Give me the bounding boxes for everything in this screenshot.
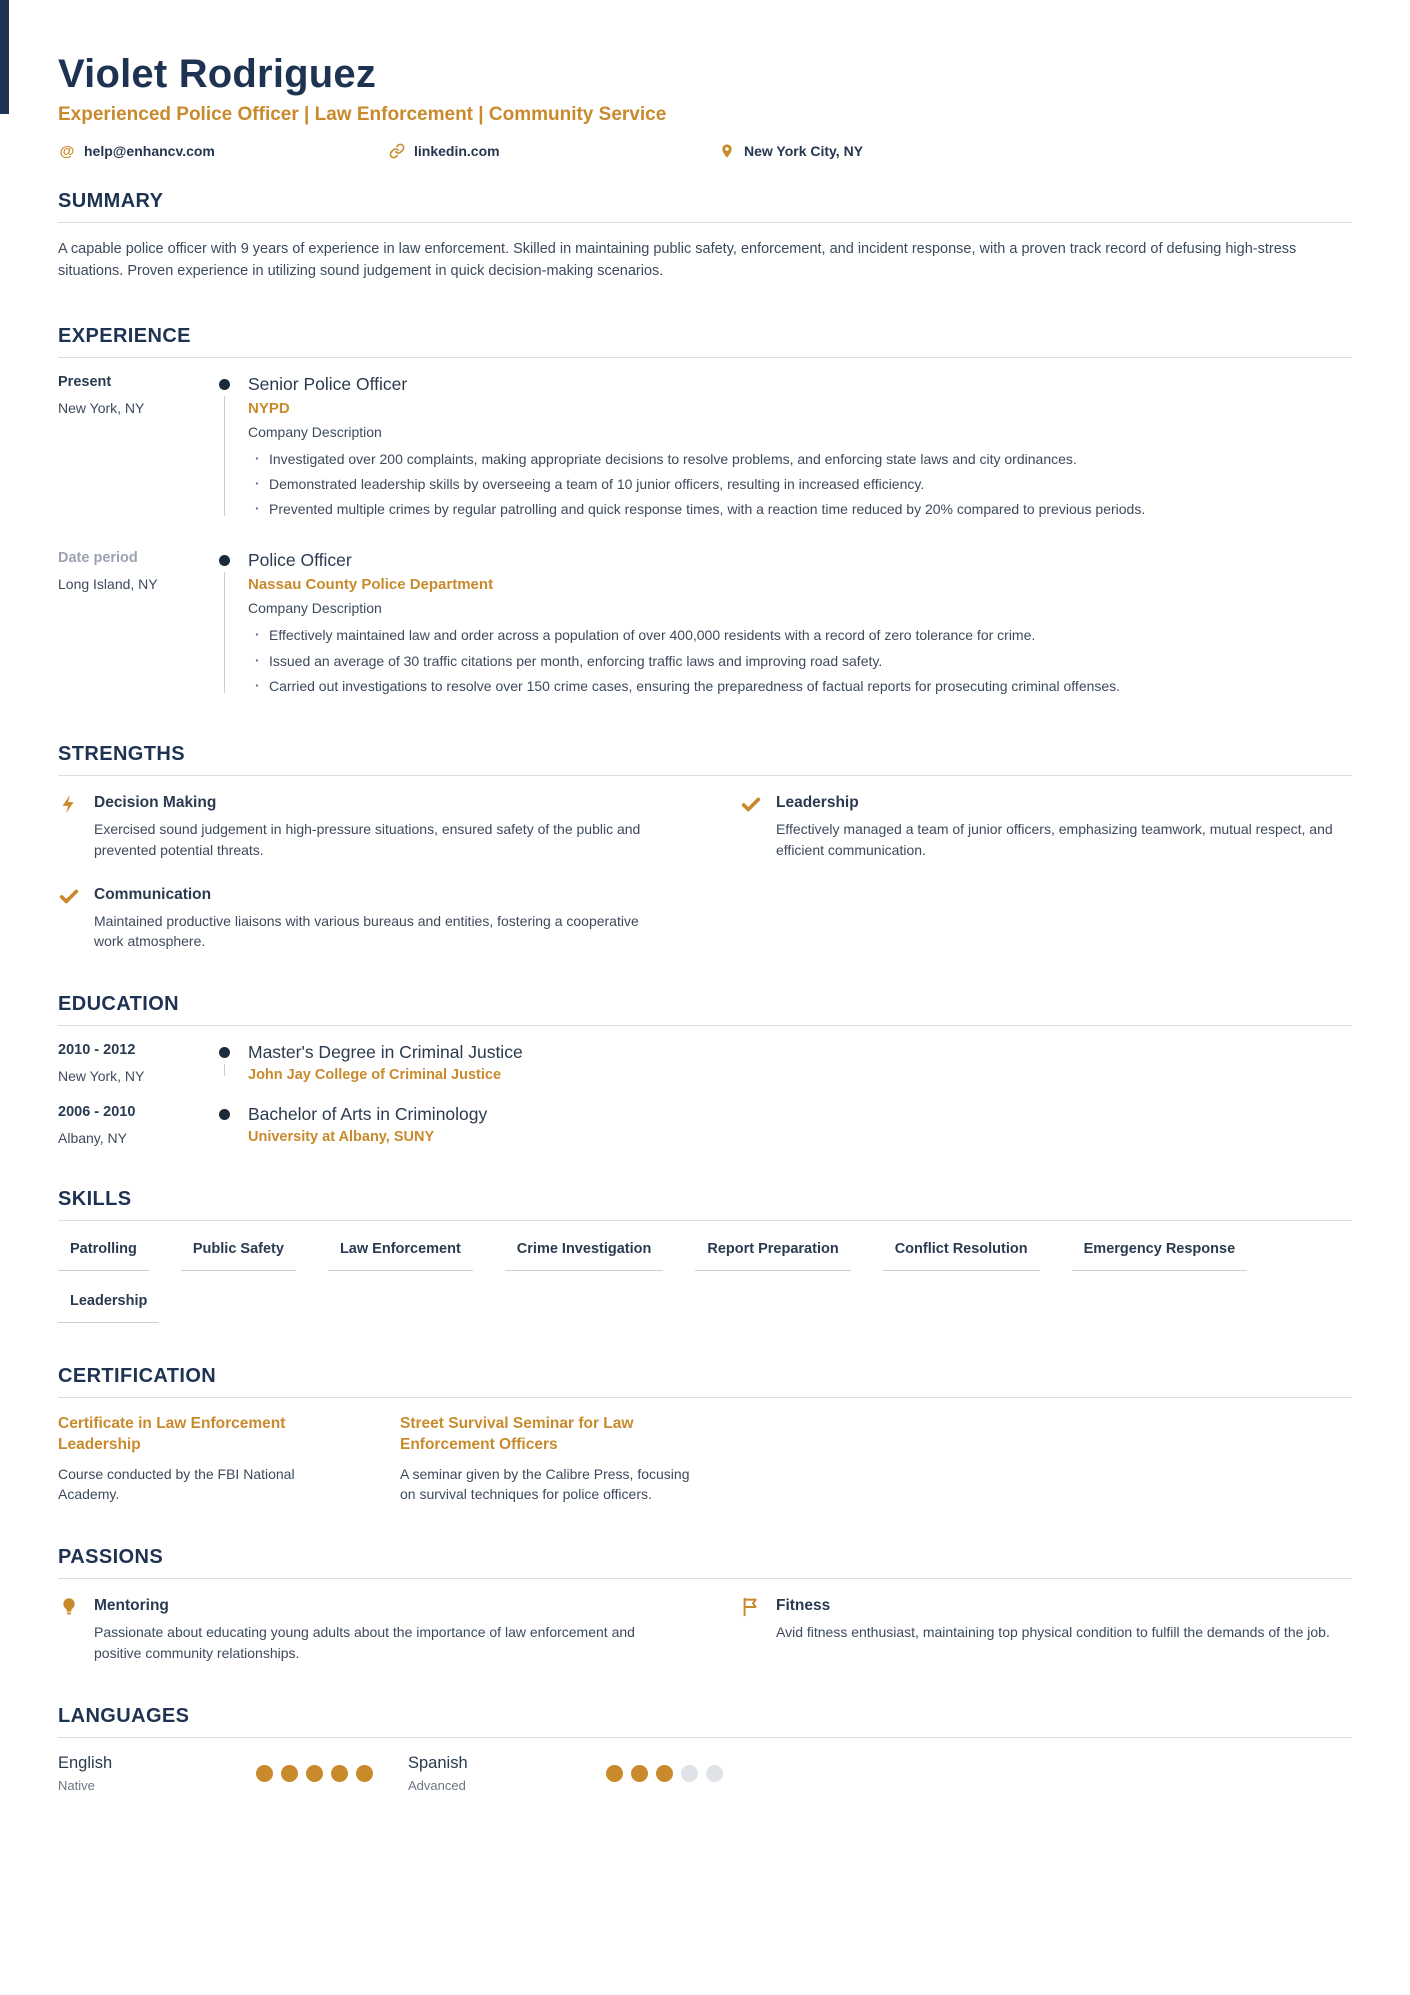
language-level: Advanced bbox=[408, 1777, 466, 1793]
skills-list bbox=[58, 1237, 1352, 1323]
contact-location bbox=[718, 142, 1048, 160]
experience-bullet: · Investigated over 200 complaints, making appropriate decisions to resolve problems, and enforcing state laws and city ordinances. bbox=[248, 449, 1352, 469]
timeline bbox=[210, 550, 248, 701]
experience-heading: EXPERIENCE bbox=[58, 325, 1352, 358]
check-icon bbox=[58, 885, 80, 907]
proficiency-dot-icon bbox=[356, 1765, 373, 1782]
education-school: John Jay College of Criminal Justice bbox=[248, 1067, 502, 1084]
lightning-icon bbox=[58, 793, 80, 815]
education-period: 2010 - 2012 bbox=[58, 1042, 136, 1059]
experience-bullet: · Issued an average of 30 traffic citations per month, enforcing traffic laws and improving road safety. bbox=[248, 651, 1352, 671]
strength-title: Decision Making bbox=[94, 794, 217, 812]
experience-role: Police Officer bbox=[248, 550, 352, 571]
experience-period: Date period bbox=[58, 550, 138, 567]
passion-title: Mentoring bbox=[94, 1597, 169, 1615]
check-icon bbox=[740, 793, 762, 815]
timeline bbox=[210, 1104, 248, 1146]
experience-bullets bbox=[248, 449, 1352, 520]
contact-row bbox=[58, 142, 1352, 160]
education-location: Albany, NY bbox=[58, 1130, 127, 1147]
passion-title: Fitness bbox=[776, 1597, 831, 1615]
passions-grid bbox=[58, 1595, 1352, 1663]
education-location: New York, NY bbox=[58, 1068, 145, 1085]
strength-title: Leadership bbox=[776, 794, 859, 812]
timeline-dot-icon bbox=[219, 1047, 230, 1058]
skill-tag: Law Enforcement bbox=[328, 1241, 473, 1271]
experience-company: NYPD bbox=[248, 399, 290, 417]
certification-grid bbox=[58, 1414, 1352, 1504]
education-school: University at Albany, SUNY bbox=[248, 1129, 435, 1146]
strength-text: Effectively managed a team of junior officers, emphasizing teamwork, mutual respect, and efficient communication. bbox=[776, 821, 1333, 858]
candidate-name: Violet Rodriguez bbox=[58, 52, 377, 96]
skill-tag: Leadership bbox=[58, 1293, 159, 1323]
languages-grid bbox=[58, 1754, 1352, 1793]
language-name: Spanish bbox=[408, 1753, 468, 1772]
language-proficiency-dots bbox=[606, 1765, 723, 1782]
proficiency-dot-icon bbox=[681, 1765, 698, 1782]
timeline bbox=[210, 374, 248, 525]
skills-heading: SKILLS bbox=[58, 1188, 1352, 1221]
left-accent-bar bbox=[0, 0, 9, 114]
certification-heading: CERTIFICATION bbox=[58, 1365, 1352, 1398]
experience-period: Present bbox=[58, 373, 112, 390]
certification-item bbox=[400, 1414, 700, 1504]
strength-item bbox=[58, 792, 670, 860]
timeline-dot-icon bbox=[219, 379, 230, 390]
certification-text: Course conducted by the FBI National Academy. bbox=[58, 1465, 295, 1503]
education-meta bbox=[58, 1104, 210, 1146]
candidate-title: Experienced Police Officer | Law Enforcement | Community Service bbox=[58, 104, 667, 125]
skill-tag: Conflict Resolution bbox=[883, 1241, 1040, 1271]
education-degree: Bachelor of Arts in Criminology bbox=[248, 1104, 488, 1125]
experience-bullet: · Prevented multiple crimes by regular patrolling and quick response times, with a reaction time reduced by 20% compared to previous periods. bbox=[248, 499, 1352, 519]
experience-bullet: · Demonstrated leadership skills by overseeing a team of 10 junior officers, resulting in increased efficiency. bbox=[248, 474, 1352, 494]
timeline-dot-icon bbox=[219, 1109, 230, 1120]
experience-entry bbox=[58, 374, 1352, 525]
proficiency-dot-icon bbox=[281, 1765, 298, 1782]
timeline-line bbox=[224, 1064, 225, 1076]
experience-meta bbox=[58, 374, 210, 525]
skill-tag: Crime Investigation bbox=[505, 1241, 664, 1271]
timeline-dot-icon bbox=[219, 555, 230, 566]
passion-text: Passionate about educating young adults about the importance of law enforcement and positive community relationships. bbox=[94, 1624, 635, 1661]
timeline-line bbox=[224, 396, 225, 517]
education-body bbox=[248, 1042, 1352, 1084]
proficiency-dot-icon bbox=[656, 1765, 673, 1782]
strength-item bbox=[58, 884, 670, 952]
language-level: Native bbox=[58, 1777, 95, 1793]
education-meta bbox=[58, 1042, 210, 1084]
section-education bbox=[58, 993, 1352, 1146]
experience-company-description: Company Description bbox=[248, 600, 382, 617]
experience-entry bbox=[58, 550, 1352, 701]
passion-text: Avid fitness enthusiast, maintaining top physical condition to fulfill the demands of the job. bbox=[776, 1624, 1330, 1641]
contact-email[interactable] bbox=[58, 142, 388, 160]
education-heading: EDUCATION bbox=[58, 993, 1352, 1026]
experience-location: New York, NY bbox=[58, 399, 145, 416]
location-pin-icon bbox=[718, 142, 736, 160]
strength-title: Communication bbox=[94, 885, 212, 903]
education-entry bbox=[58, 1104, 1352, 1146]
education-period: 2006 - 2010 bbox=[58, 1104, 136, 1121]
proficiency-dot-icon bbox=[631, 1765, 648, 1782]
timeline-line bbox=[224, 572, 225, 693]
strengths-heading: STRENGTHS bbox=[58, 743, 1352, 776]
language-name: English bbox=[58, 1753, 113, 1772]
email-icon: @ bbox=[59, 142, 75, 160]
contact-linkedin[interactable] bbox=[388, 142, 718, 160]
contact-location-text: New York City, NY bbox=[744, 143, 864, 159]
experience-bullet: · Effectively maintained law and order across a population of over 400,000 residents with a record of zero tolerance for crime. bbox=[248, 625, 1352, 645]
header bbox=[58, 52, 1352, 160]
experience-location: Long Island, NY bbox=[58, 576, 158, 593]
experience-company-description: Company Description bbox=[248, 423, 382, 440]
strength-text: Exercised sound judgement in high-pressure situations, ensured safety of the public and prevented potential threats. bbox=[94, 821, 641, 858]
section-summary bbox=[58, 190, 1352, 283]
certification-title: Certificate in Law Enforcement Leadership bbox=[58, 1415, 286, 1453]
language-item bbox=[408, 1754, 758, 1793]
contact-linkedin-text: linkedin.com bbox=[414, 143, 500, 159]
section-passions bbox=[58, 1546, 1352, 1663]
section-strengths bbox=[58, 743, 1352, 951]
language-item bbox=[58, 1754, 408, 1793]
passions-heading: PASSIONS bbox=[58, 1546, 1352, 1579]
section-languages bbox=[58, 1705, 1352, 1793]
languages-heading: LANGUAGES bbox=[58, 1705, 1352, 1738]
education-entry bbox=[58, 1042, 1352, 1084]
certification-text: A seminar given by the Calibre Press, focusing on survival techniques for police officers. bbox=[400, 1465, 690, 1503]
passion-item bbox=[740, 1595, 1352, 1642]
strengths-grid bbox=[58, 792, 1352, 951]
experience-bullets bbox=[248, 625, 1352, 696]
proficiency-dot-icon bbox=[256, 1765, 273, 1782]
skill-tag: Public Safety bbox=[181, 1241, 296, 1271]
strength-text: Maintained productive liaisons with various bureaus and entities, fostering a cooperative work atmosphere. bbox=[94, 912, 639, 950]
experience-meta bbox=[58, 550, 210, 701]
proficiency-dot-icon bbox=[606, 1765, 623, 1782]
experience-body bbox=[248, 550, 1352, 701]
skill-tag: Report Preparation bbox=[695, 1241, 850, 1271]
skill-tag: Patrolling bbox=[58, 1241, 149, 1271]
contact-email-text: help@enhancv.com bbox=[84, 143, 215, 159]
strength-item bbox=[740, 792, 1352, 860]
mentoring-lightbulb-icon bbox=[58, 1596, 80, 1618]
certification-item bbox=[58, 1414, 358, 1504]
timeline bbox=[210, 1042, 248, 1084]
proficiency-dot-icon bbox=[306, 1765, 323, 1782]
experience-bullet: · Carried out investigations to resolve over 150 crime cases, ensuring the preparedness of factual reports for prosecuting criminal offenses. bbox=[248, 676, 1352, 696]
section-experience bbox=[58, 325, 1352, 702]
certification-title: Street Survival Seminar for Law Enforcement Officers bbox=[400, 1415, 634, 1453]
experience-body bbox=[248, 374, 1352, 525]
experience-role: Senior Police Officer bbox=[248, 373, 408, 394]
proficiency-dot-icon bbox=[706, 1765, 723, 1782]
experience-company: Nassau County Police Department bbox=[248, 576, 494, 594]
education-body bbox=[248, 1104, 1352, 1146]
fitness-flag-icon bbox=[740, 1596, 762, 1618]
passion-item bbox=[58, 1595, 670, 1663]
link-icon bbox=[388, 142, 406, 160]
section-certification bbox=[58, 1365, 1352, 1504]
summary-text: A capable police officer with 9 years of experience in law enforcement. Skilled in maintaining public safety, enforcement, and incident response, with a proven track record of defusing high-stress situations. Proven experience in utilizing sound judgement in quick decision-making scenarios. bbox=[58, 241, 1297, 279]
education-degree: Master's Degree in Criminal Justice bbox=[248, 1042, 523, 1063]
summary-heading: SUMMARY bbox=[58, 190, 1352, 223]
language-proficiency-dots bbox=[256, 1765, 373, 1782]
skill-tag: Emergency Response bbox=[1072, 1241, 1248, 1271]
proficiency-dot-icon bbox=[331, 1765, 348, 1782]
section-skills bbox=[58, 1188, 1352, 1323]
